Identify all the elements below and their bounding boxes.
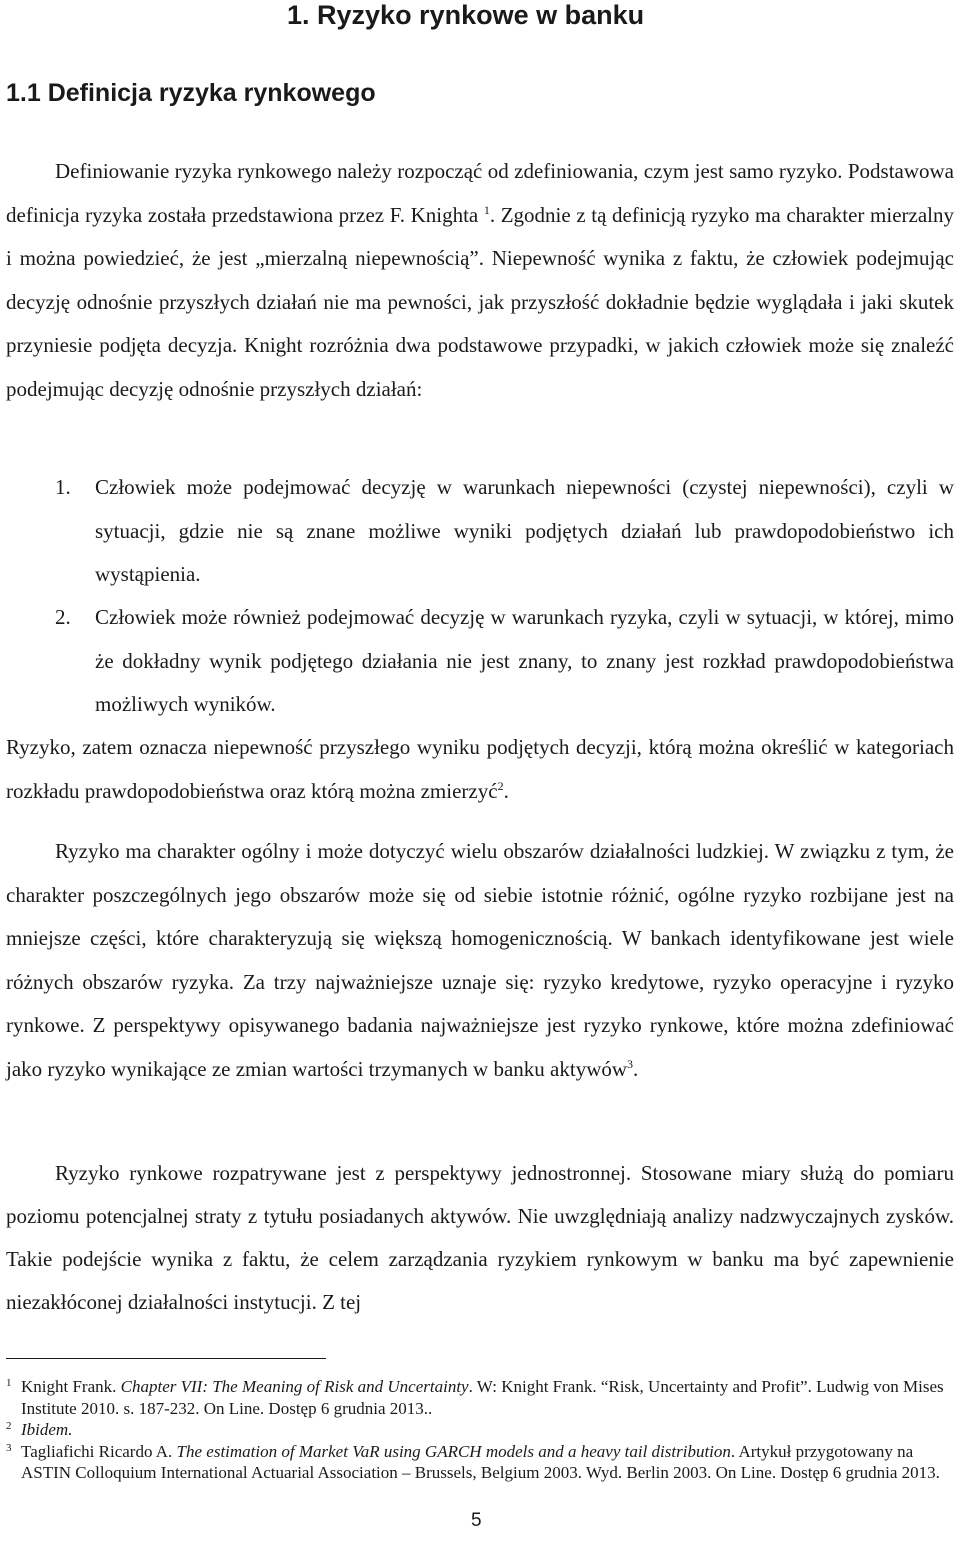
- footnote-1: 1 Knight Frank. Chapter VII: The Meaning of Risk and Uncertainty. W: Knight Frank. “Risk, Uncertainty and Profit”. Ludwig von Mises Institute 2010. s. 187-232. On Line. Dostęp 6 grudnia 2013..: [6, 1377, 944, 1418]
- paragraph-risk-areas: [6, 830, 954, 1091]
- list-item: [6, 466, 954, 597]
- list-item-text: Człowiek może podejmować decyzję w warunkach niepewności (czystej niepewności), czyli w sytuacji, gdzie nie są znane możliwe wyniki podjętych działań lub prawdopodobieństwo ich wystąpienia.: [95, 475, 954, 586]
- chapter-heading: 1. Ryzyko rynkowe w banku: [287, 0, 645, 30]
- paragraph-intro-text-b: . Zgodnie z tą definicją ryzyko ma charakter mierzalny i można powiedzieć, że jest „mierzalną niepewnością”: [6, 202, 954, 270]
- paragraph-areas-text-a: Ryzyko ma charakter ogólny i może dotyczyć wielu obszarów działalności ludzkiej. W związku z tym, że charakter poszczególnych jego obszarów może się od siebie istotnie różnić, ogólne ryzyko rozbijane jest na mniejsze części, które charakteryzują się większą homogenicznością. W bankach identyfikowane jest wiele różnych obszarów ryzyka. Za trzy najważniejsze uznaje się: ryzyko kredytowe, ryzyko operacyjne i ryzyko rynkowe. Z perspektywy opisywanego badania najważniejsze jest ryzyko rynkowe, które można zdefiniować jako ryzyko wynikające ze zmian wartości trzymanych w banku aktywów: [6, 839, 954, 1081]
- footnote-text: Tagliafichi Ricardo A.: [21, 1441, 177, 1461]
- list-number: 2.: [55, 605, 71, 629]
- section-heading: 1.1 Definicja ryzyka rynkowego: [6, 79, 376, 107]
- paragraph-intro: [6, 150, 954, 411]
- footnote-ref-3[interactable]: 3: [627, 1056, 634, 1071]
- footnote-divider: [6, 1358, 326, 1359]
- footnote-2: 2 Ibidem.: [6, 1420, 73, 1439]
- paragraph-market-risk: [6, 1152, 954, 1324]
- paragraph-risk-definition: [6, 726, 954, 813]
- paragraph-intro-text-a: Definiowanie ryzyka rynkowego należy rozpocząć od zdefiniowania, czym jest samo ryzyko. Podstawowa definicja ryzyka została przedstawiona przez F. Knighta: [6, 159, 954, 227]
- paragraph-market-text: Ryzyko rynkowe rozpatrywane jest z perspektywy jednostronnej. Stosowane miary służą do pomiaru poziomu potencjalnej straty z tytułu posiadanych aktywów. Nie uwzględniają analizy nadzwyczajnych zysków. Takie podejście wynika z faktu, że celem zarządzania ryzykiem rynkowym w banku ma być zapewnienie niezakłóconej działalności instytucji. Z tej: [6, 1161, 954, 1314]
- list-item-text: Człowiek może również podejmować decyzję w warunkach ryzyka, czyli w sytuacji, w której, mimo że dokładny wynik podjętego działania nie jest znany, to znany jest rozkład prawdopodobieństwa możliwych wyników.: [95, 605, 954, 716]
- footnote-ref-2[interactable]: 2: [497, 778, 504, 793]
- paragraph-areas-text-b: .: [633, 1056, 639, 1081]
- page-number: 5: [471, 1510, 482, 1531]
- footnote-title: Chapter VII: The Meaning of Risk and Uncertainty: [120, 1377, 469, 1396]
- list-number: 1.: [55, 475, 71, 499]
- footnote-text: . W: Knight Frank. “Risk, Uncertainty and Profit”. Ludwig von Mises Institute 2010. s. 187-232. On Line. Dostęp 6 grudnia 2013..: [21, 1377, 944, 1418]
- footnotes: [6, 1376, 956, 1484]
- footnote-title: The estimation of Market VaR using GARCH models and a heavy tail distribution: [176, 1441, 731, 1461]
- footnote-ref-1[interactable]: 1: [483, 202, 490, 217]
- paragraph-risk-text-b: .: [503, 778, 509, 803]
- paragraph-intro-text-c: . Niepewność wynika z faktu, że człowiek podejmując decyzję odnośnie przyszłych działań nie ma pewności, jak przyszłość dokładnie będzie wyglądała i jaki skutek przyniesie podjęta decyzja. Knight rozróżnia dwa podstawowe przypadki, w jakich człowiek może się znaleźć podejmując decyzję odnośnie przyszłych działań:: [6, 246, 954, 401]
- footnote-text: . Artykuł przygotowany na ASTIN Colloquium International Actuarial Association – Brussels, Belgium 2003. Wyd. Berlin 2003. On Line. Dostęp 6 grudnia 2013.: [21, 1441, 940, 1482]
- list-item: [6, 596, 954, 727]
- footnote-text: Knight Frank.: [21, 1377, 121, 1396]
- footnote-3: 3 Tagliafichi Ricardo A. The estimation of Market VaR using GARCH models and a heavy tail distribution. Artykuł przygotowany na ASTIN Colloquium International Actuarial Association – Brussels, Belgium 2003. Wyd. Berlin 2003. On Line. Dostęp 6 grudnia 2013.: [6, 1441, 940, 1482]
- footnote-title: Ibidem.: [21, 1420, 73, 1439]
- paragraph-risk-text-a: Ryzyko, zatem oznacza niepewność przyszłego wyniku podjętych decyzji, którą można określić w kategoriach rozkładu prawdopodobieństwa oraz którą można zmierzyć: [6, 735, 954, 803]
